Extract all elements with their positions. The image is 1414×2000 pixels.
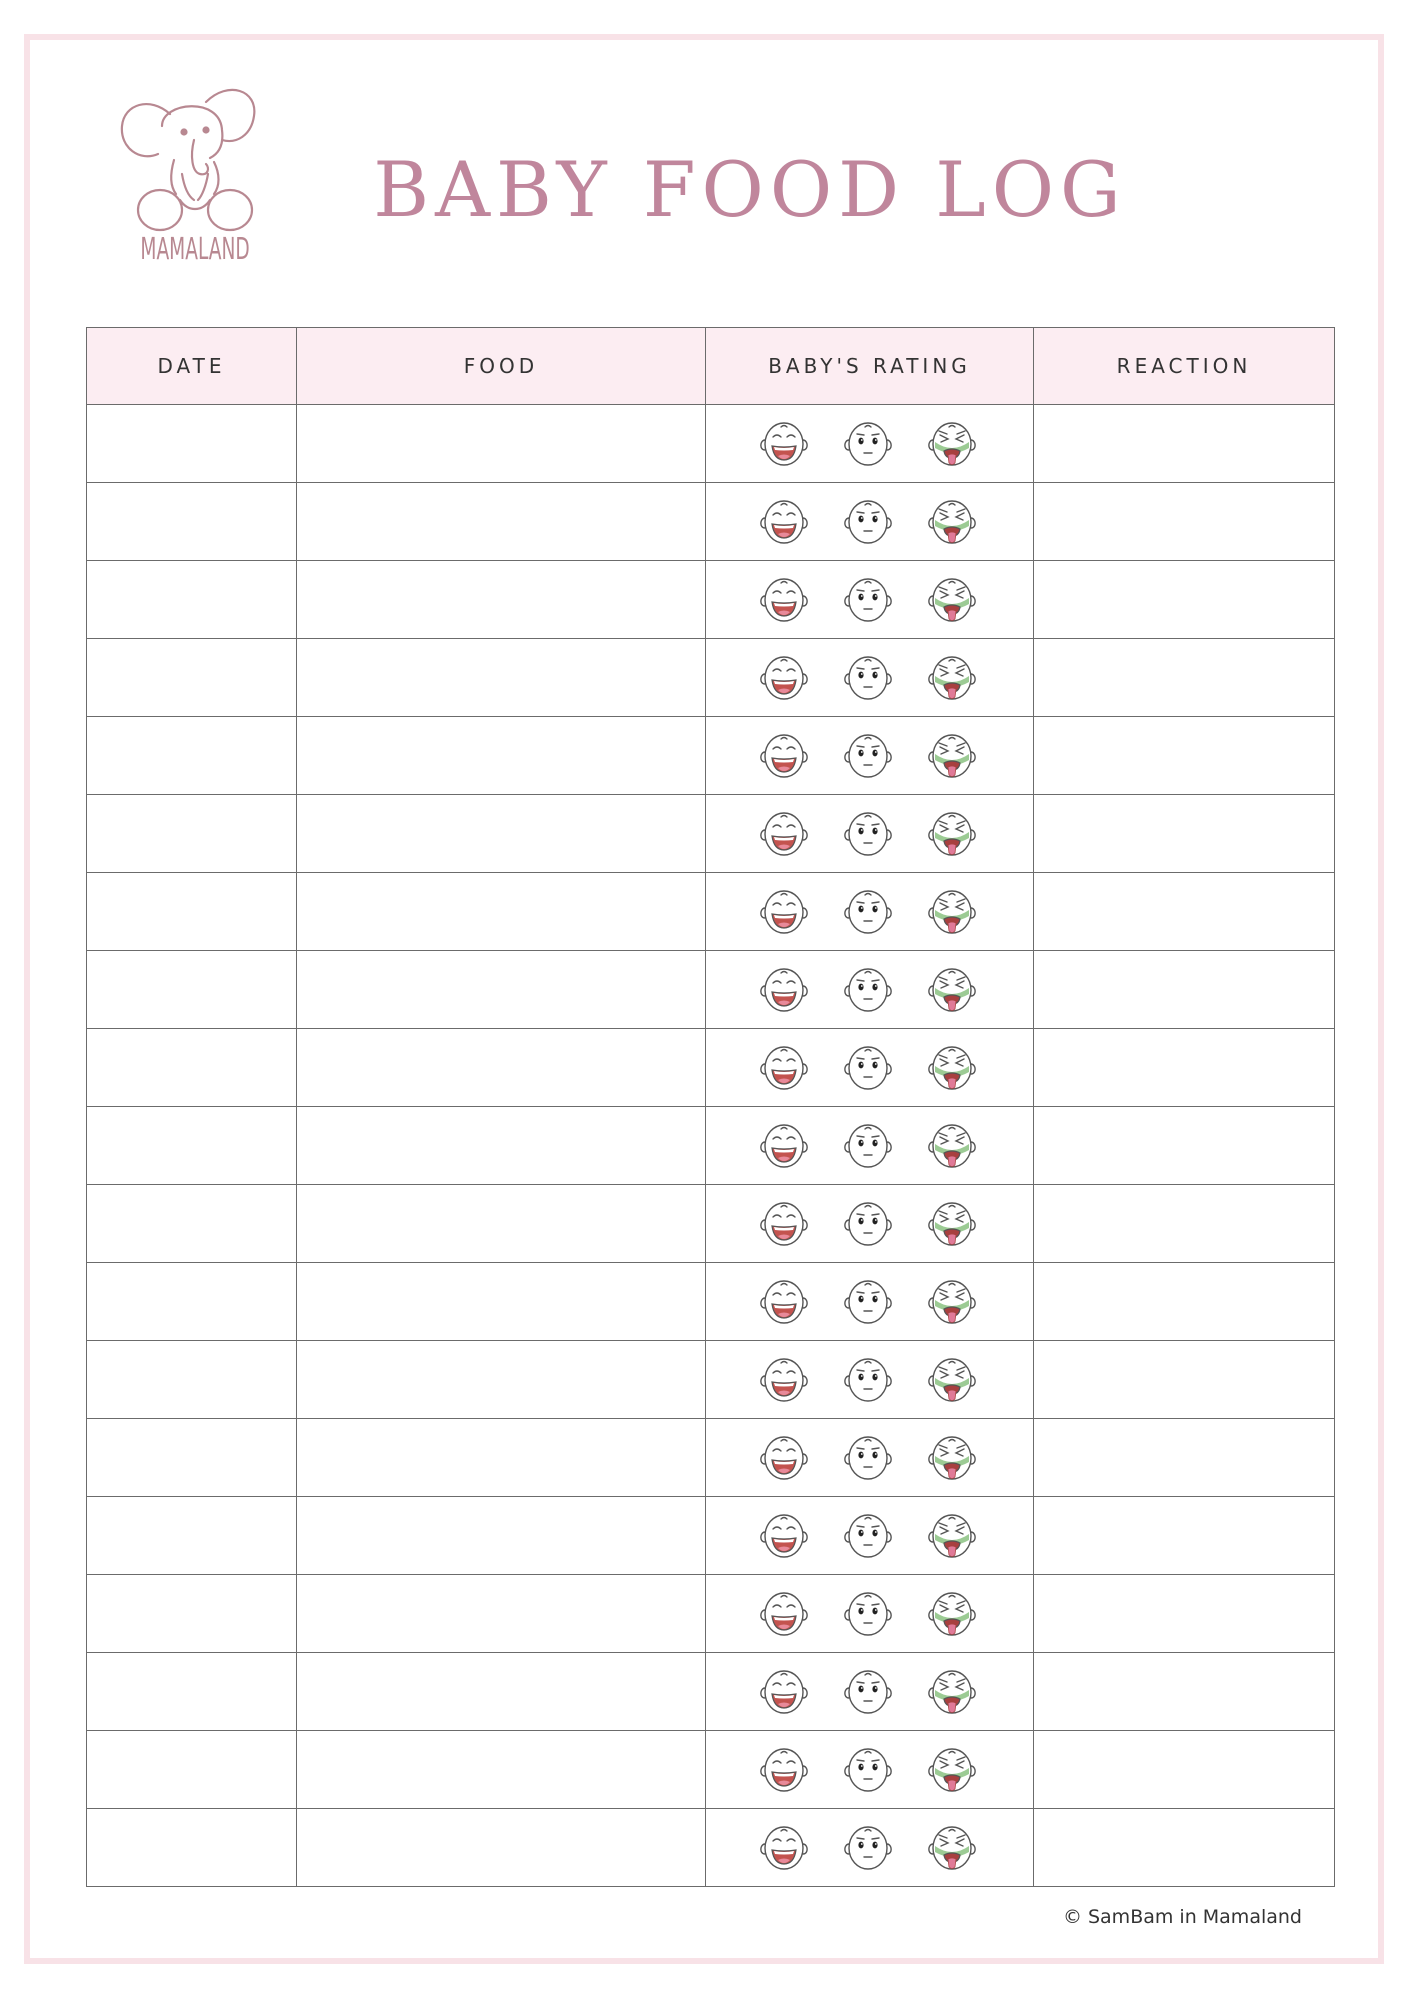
happy-face-icon[interactable] [756,808,812,860]
neutral-face-icon[interactable] [840,418,896,470]
neutral-face-icon[interactable] [840,808,896,860]
date-cell[interactable] [87,873,297,951]
table-row [87,717,1335,795]
rating-cell [706,951,1034,1029]
rating-faces [706,1731,1033,1808]
happy-face-icon[interactable] [756,1666,812,1718]
reaction-cell[interactable] [1034,1341,1335,1419]
neutral-face-icon[interactable] [840,1432,896,1484]
disgusted-face-icon[interactable] [924,964,980,1016]
rating-faces [706,873,1033,950]
date-cell[interactable] [87,1107,297,1185]
food-cell[interactable] [297,1731,706,1809]
disgusted-face-icon[interactable] [924,574,980,626]
table-row [87,1809,1335,1887]
table-row [87,873,1335,951]
rating-faces [706,1029,1033,1106]
disgusted-face-icon[interactable] [924,1510,980,1562]
disgusted-face-icon[interactable] [924,1042,980,1094]
neutral-face-icon[interactable] [840,1666,896,1718]
date-cell[interactable] [87,795,297,873]
happy-face-icon[interactable] [756,964,812,1016]
table-row [87,1497,1335,1575]
food-cell[interactable] [297,1497,706,1575]
reaction-cell[interactable] [1034,1107,1335,1185]
neutral-face-icon[interactable] [840,1276,896,1328]
food-cell[interactable] [297,1809,706,1887]
rating-cell [706,873,1034,951]
reaction-cell[interactable] [1034,1263,1335,1341]
neutral-face-icon[interactable] [840,964,896,1016]
food-cell[interactable] [297,1263,706,1341]
happy-face-icon[interactable] [756,1042,812,1094]
food-cell[interactable] [297,1185,706,1263]
date-cell[interactable] [87,1809,297,1887]
rating-cell [706,1575,1034,1653]
disgusted-face-icon[interactable] [924,1432,980,1484]
reaction-cell[interactable] [1034,483,1335,561]
food-cell[interactable] [297,1653,706,1731]
table-row [87,1419,1335,1497]
date-cell[interactable] [87,561,297,639]
date-cell[interactable] [87,1185,297,1263]
rating-cell [706,1107,1034,1185]
happy-face-icon[interactable] [756,1588,812,1640]
reaction-cell[interactable] [1034,795,1335,873]
neutral-face-icon[interactable] [840,1354,896,1406]
neutral-face-icon[interactable] [840,496,896,548]
disgusted-face-icon[interactable] [924,730,980,782]
date-cell[interactable] [87,1263,297,1341]
date-cell[interactable] [87,951,297,1029]
table-row [87,639,1335,717]
rating-faces [706,1185,1033,1262]
neutral-face-icon[interactable] [840,886,896,938]
reaction-cell[interactable] [1034,1497,1335,1575]
disgusted-face-icon[interactable] [924,1744,980,1796]
food-cell[interactable] [297,405,706,483]
page-title: BABY FOOD LOG [373,145,1127,234]
date-cell[interactable] [87,717,297,795]
rating-faces [706,717,1033,794]
food-cell[interactable] [297,873,706,951]
column-header-date: DATE [87,328,297,405]
rating-cell [706,1809,1034,1887]
food-cell[interactable] [297,1341,706,1419]
disgusted-face-icon[interactable] [924,1120,980,1172]
rating-cell [706,1497,1034,1575]
table-row [87,1341,1335,1419]
rating-cell [706,483,1034,561]
rating-cell [706,405,1034,483]
date-cell[interactable] [87,1341,297,1419]
reaction-cell[interactable] [1034,717,1335,795]
happy-face-icon[interactable] [756,1822,812,1874]
rating-cell [706,1419,1034,1497]
disgusted-face-icon[interactable] [924,886,980,938]
reaction-cell[interactable] [1034,1731,1335,1809]
table-row [87,1107,1335,1185]
date-cell[interactable] [87,1419,297,1497]
food-cell[interactable] [297,795,706,873]
food-cell[interactable] [297,483,706,561]
happy-face-icon[interactable] [756,730,812,782]
rating-faces [706,1107,1033,1184]
food-cell[interactable] [297,1575,706,1653]
table-row [87,1263,1335,1341]
disgusted-face-icon[interactable] [924,418,980,470]
rating-faces [706,1809,1033,1886]
rating-faces [706,561,1033,638]
date-cell[interactable] [87,1653,297,1731]
neutral-face-icon[interactable] [840,574,896,626]
rating-faces [706,1653,1033,1730]
date-cell[interactable] [87,1575,297,1653]
happy-face-icon[interactable] [756,418,812,470]
neutral-face-icon[interactable] [840,1042,896,1094]
happy-face-icon[interactable] [756,1744,812,1796]
date-cell[interactable] [87,1731,297,1809]
food-cell[interactable] [297,1029,706,1107]
table-row [87,1185,1335,1263]
neutral-face-icon[interactable] [840,730,896,782]
reaction-cell[interactable] [1034,1029,1335,1107]
table-row [87,1653,1335,1731]
column-header-rating: BABY'S RATING [706,328,1034,405]
food-cell[interactable] [297,639,706,717]
table-row [87,951,1335,1029]
mamaland-logo [110,74,270,284]
rating-cell [706,1029,1034,1107]
food-cell[interactable] [297,561,706,639]
reaction-cell[interactable] [1034,951,1335,1029]
column-header-reaction: REACTION [1034,328,1335,405]
rating-faces [706,951,1033,1028]
reaction-cell[interactable] [1034,1575,1335,1653]
rating-faces [706,1497,1033,1574]
rating-faces [706,1263,1033,1340]
disgusted-face-icon[interactable] [924,808,980,860]
food-cell[interactable] [297,951,706,1029]
happy-face-icon[interactable] [756,574,812,626]
rating-faces [706,405,1033,482]
rating-faces [706,483,1033,560]
table-body [87,405,1335,1887]
happy-face-icon[interactable] [756,652,812,704]
disgusted-face-icon[interactable] [924,496,980,548]
disgusted-face-icon[interactable] [924,1354,980,1406]
rating-cell [706,1731,1034,1809]
rating-cell [706,1263,1034,1341]
reaction-cell[interactable] [1034,639,1335,717]
table-row [87,1731,1335,1809]
reaction-cell[interactable] [1034,405,1335,483]
reaction-cell[interactable] [1034,561,1335,639]
neutral-face-icon[interactable] [840,1588,896,1640]
food-cell[interactable] [297,717,706,795]
table-row [87,405,1335,483]
neutral-face-icon[interactable] [840,1198,896,1250]
reaction-cell[interactable] [1034,1419,1335,1497]
elephant-icon [110,74,270,234]
food-log-table [86,327,1335,1887]
date-cell[interactable] [87,1029,297,1107]
table-row [87,483,1335,561]
happy-face-icon[interactable] [756,1120,812,1172]
disgusted-face-icon[interactable] [924,1276,980,1328]
rating-faces [706,1341,1033,1418]
logo-text: MAMALAND [140,232,250,267]
date-cell[interactable] [87,1497,297,1575]
reaction-cell[interactable] [1034,1809,1335,1887]
neutral-face-icon[interactable] [840,1822,896,1874]
neutral-face-icon[interactable] [840,1510,896,1562]
rating-cell [706,1185,1034,1263]
reaction-cell[interactable] [1034,873,1335,951]
rating-faces [706,639,1033,716]
neutral-face-icon[interactable] [840,652,896,704]
food-cell[interactable] [297,1419,706,1497]
rating-cell [706,639,1034,717]
happy-face-icon[interactable] [756,886,812,938]
table-row [87,1029,1335,1107]
table-row [87,1575,1335,1653]
food-cell[interactable] [297,1107,706,1185]
happy-face-icon[interactable] [756,1432,812,1484]
copyright-notice: © SamBam in Mamaland [1062,1906,1302,1928]
table-row [87,795,1335,873]
happy-face-icon[interactable] [756,496,812,548]
date-cell[interactable] [87,405,297,483]
rating-cell [706,1341,1034,1419]
disgusted-face-icon[interactable] [924,652,980,704]
rating-cell [706,795,1034,873]
neutral-face-icon[interactable] [840,1744,896,1796]
rating-cell [706,561,1034,639]
rating-faces [706,1575,1033,1652]
rating-cell [706,1653,1034,1731]
happy-face-icon[interactable] [756,1510,812,1562]
rating-faces [706,1419,1033,1496]
happy-face-icon[interactable] [756,1276,812,1328]
disgusted-face-icon[interactable] [924,1198,980,1250]
disgusted-face-icon[interactable] [924,1666,980,1718]
rating-faces [706,795,1033,872]
table-header-row [87,328,1335,405]
reaction-cell[interactable] [1034,1185,1335,1263]
column-header-food: FOOD [297,328,706,405]
happy-face-icon[interactable] [756,1354,812,1406]
neutral-face-icon[interactable] [840,1120,896,1172]
table-row [87,561,1335,639]
reaction-cell[interactable] [1034,1653,1335,1731]
rating-cell [706,717,1034,795]
happy-face-icon[interactable] [756,1198,812,1250]
disgusted-face-icon[interactable] [924,1822,980,1874]
disgusted-face-icon[interactable] [924,1588,980,1640]
date-cell[interactable] [87,639,297,717]
date-cell[interactable] [87,483,297,561]
